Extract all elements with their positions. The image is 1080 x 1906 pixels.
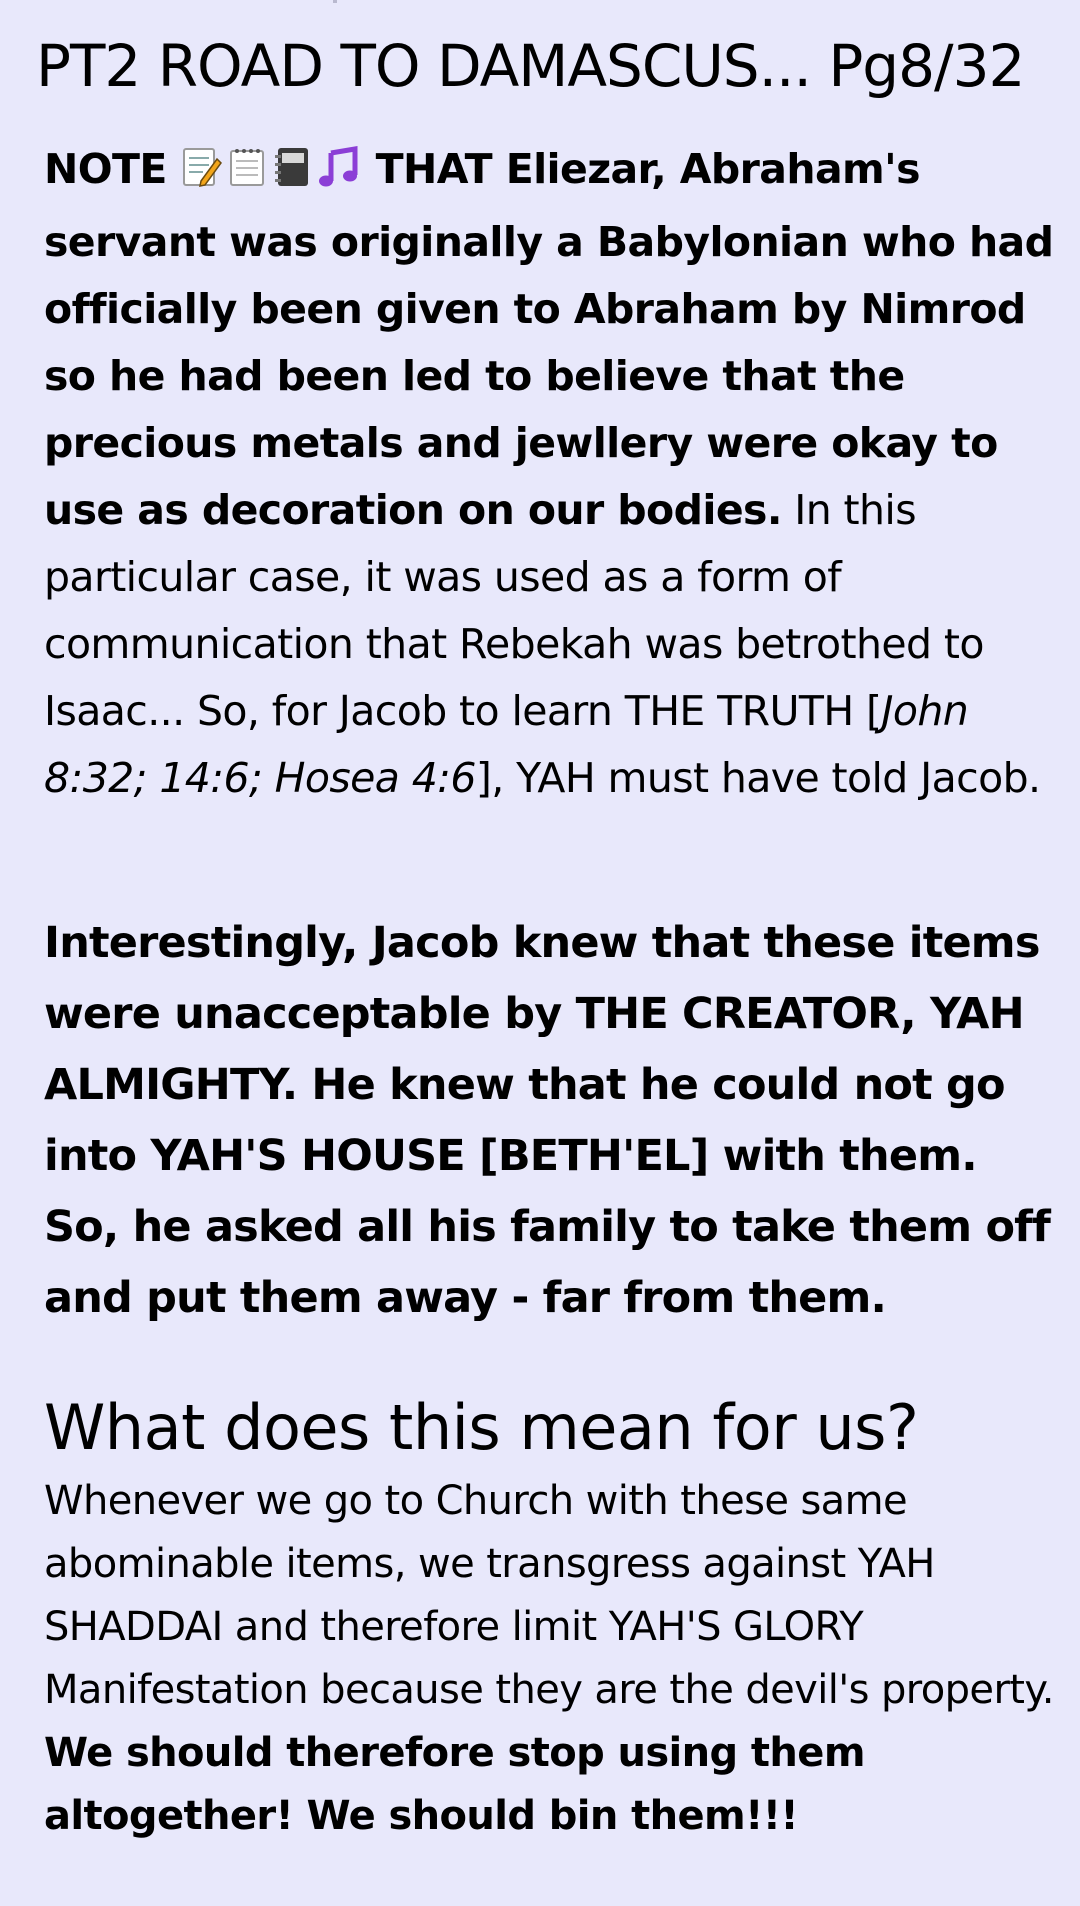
note-text-end: ], YAH must have told Jacob.	[475, 754, 1041, 802]
jacob-paragraph: Interestingly, Jacob knew that these items were unacceptable by THE CREATOR, YAH ALMIGHTY. He knew that he could not go into YAH'S HOUSE [BETH'EL] with them. So, he asked all his family to take them off and put them away - far from them.	[44, 918, 1050, 1323]
section-heading: What does this mean for us?	[44, 1391, 919, 1464]
spiral-notepad-icon	[225, 142, 269, 209]
memo-icon	[179, 142, 223, 209]
page-title: PT2 ROAD TO DAMASCUS... Pg8/32	[36, 32, 1025, 100]
application-paragraph	[44, 1470, 1054, 1848]
musical-notes-icon	[317, 142, 361, 209]
application-bold-text: We should therefore stop using them altogether! We should bin them!!!	[44, 1730, 865, 1839]
note-label: NOTE	[44, 145, 167, 193]
application-text: Whenever we go to Church with these same abominable items, we transgress against YAH SHADDAI and therefore limit YAH'S GLORY Manifestation because they are the devil's property.	[44, 1478, 1054, 1713]
note-paragraph	[44, 136, 1054, 812]
note-text: In this particular case, it was used as a form of communication that Rebekah was betrothed to Isaac... So, for Jacob to learn THE TRUTH [	[44, 486, 984, 735]
notebook-icon	[271, 142, 315, 209]
scroll-indicator	[333, 0, 337, 3]
note-bold-text: THAT Eliezar, Abraham's servant was originally a Babylonian who had officially been given to Abraham by Nimrod so he had been led to believe that the precious metals and jewllery were okay to use as decoration on our bodies.	[44, 145, 1054, 534]
scripture-reference: John 8:32; 14:6; Hosea 4:6	[44, 687, 969, 802]
